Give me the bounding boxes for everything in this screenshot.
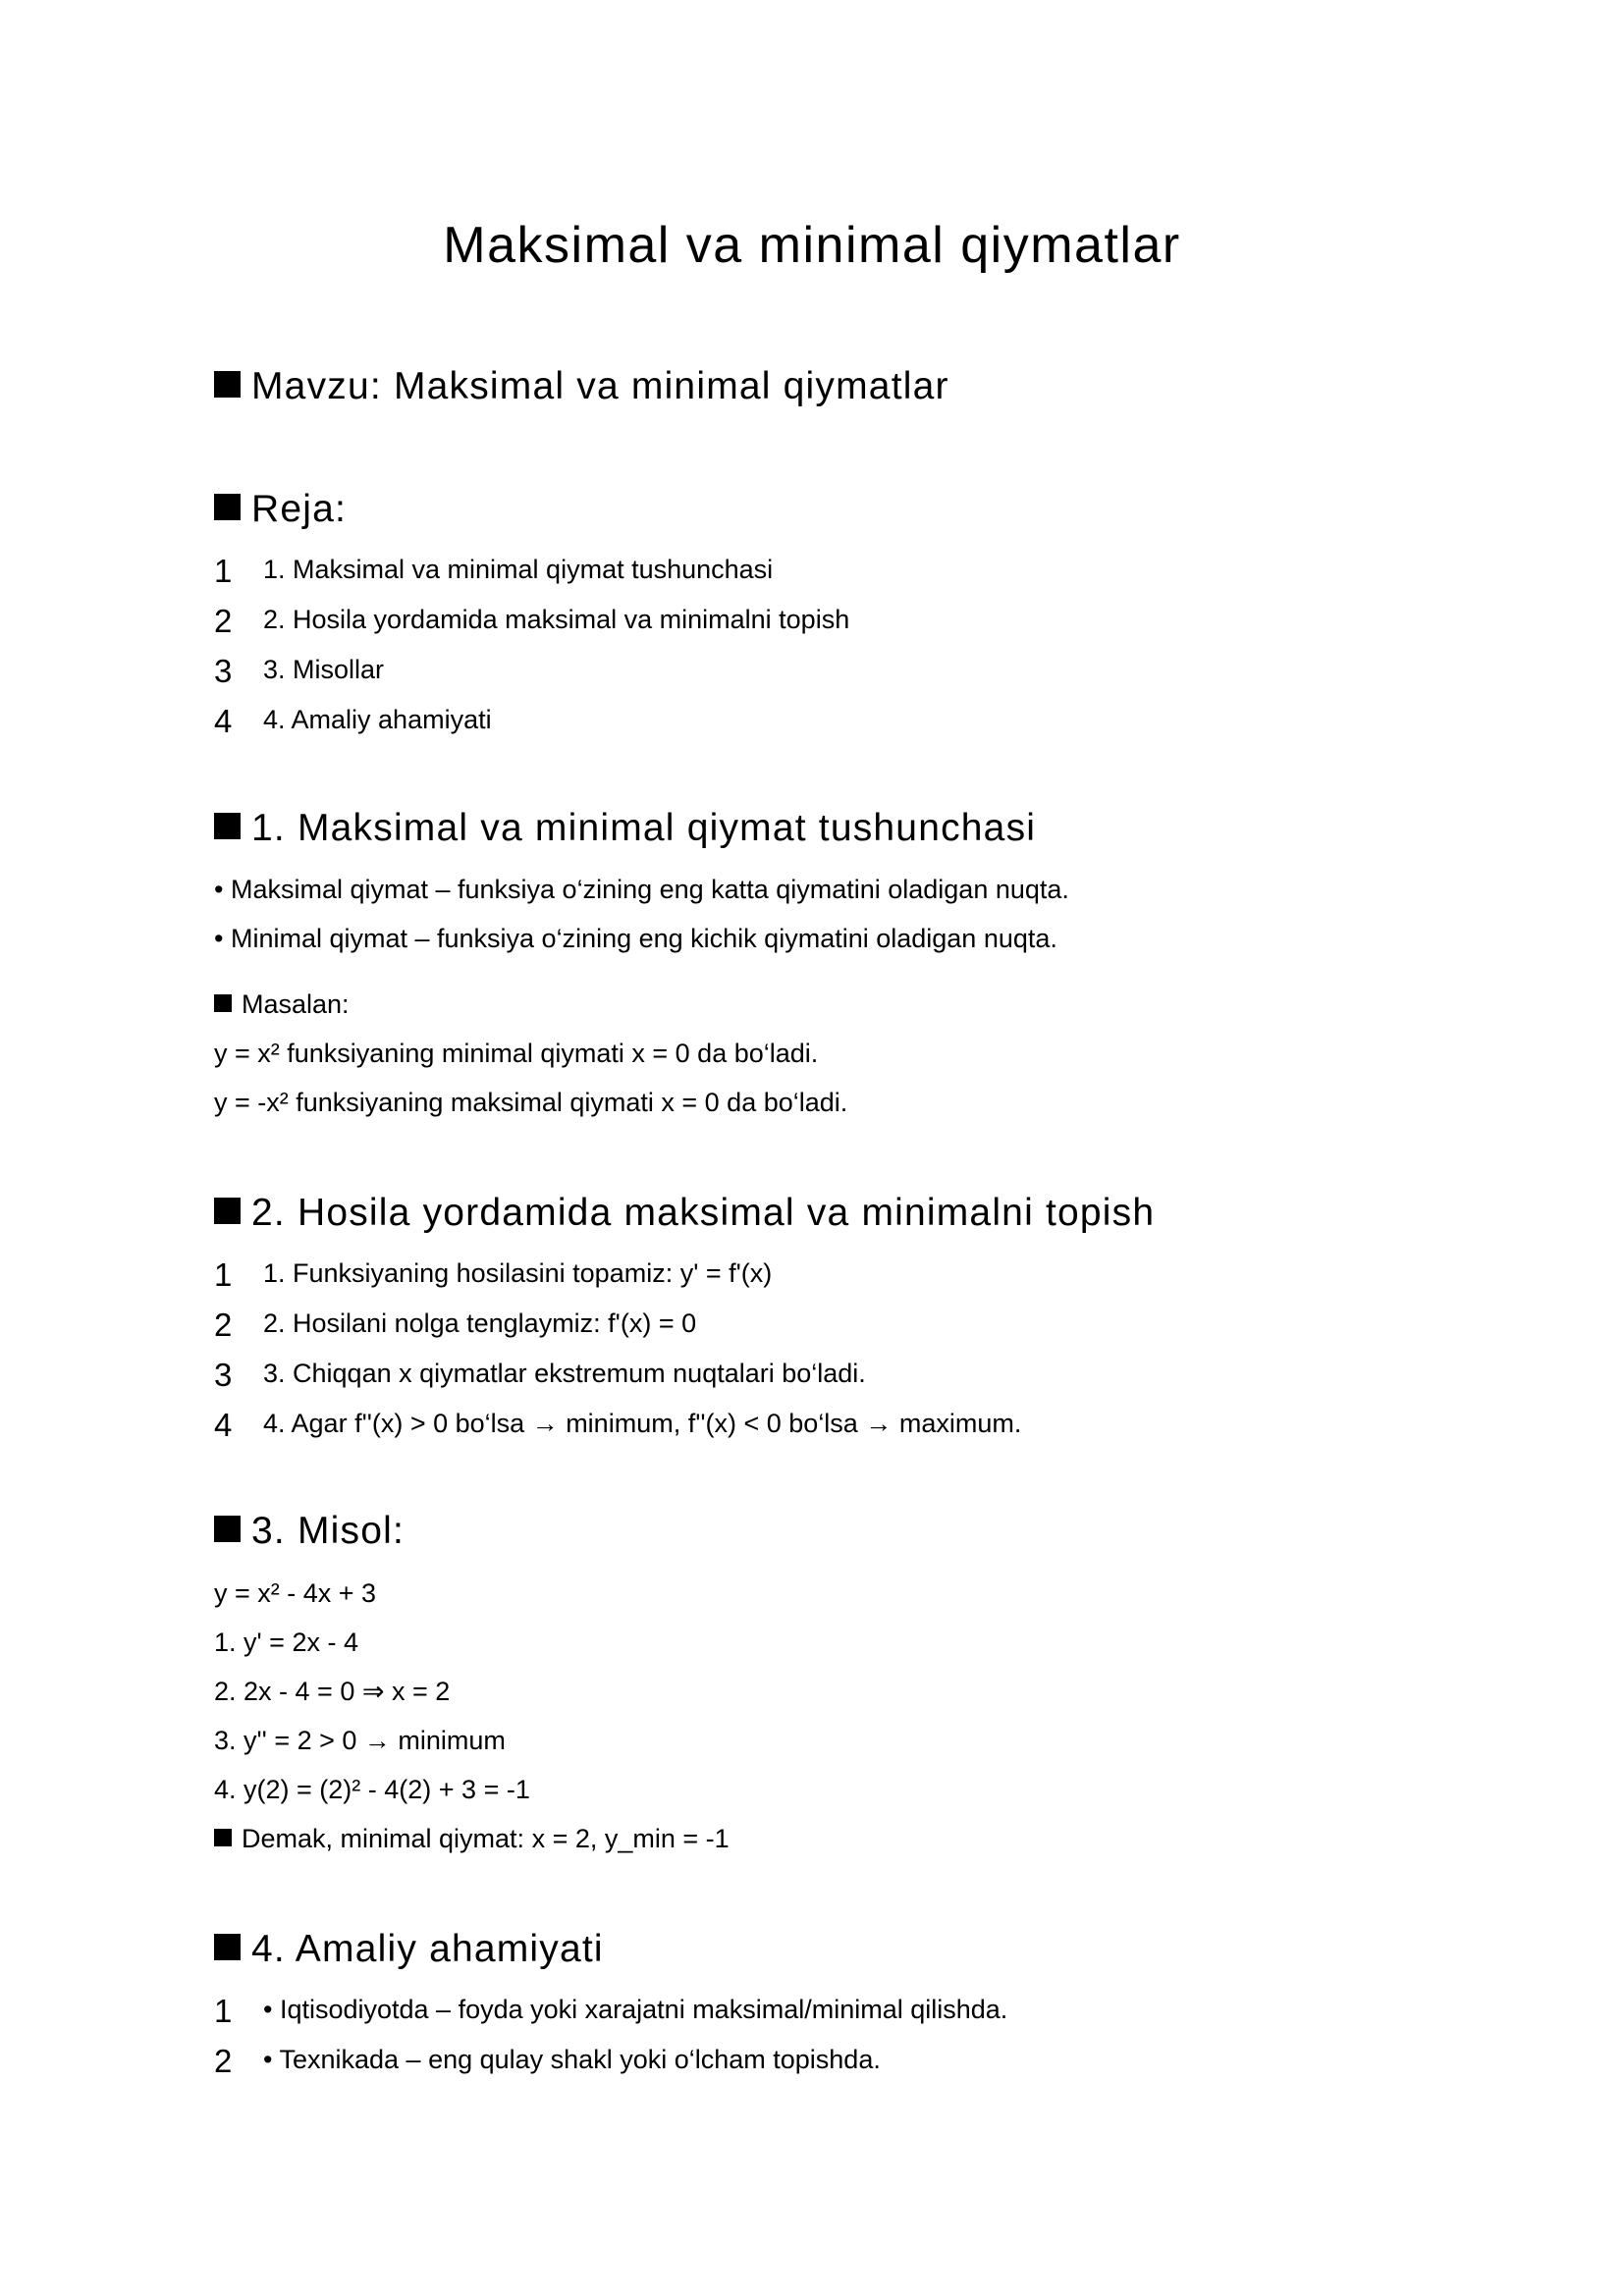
list-number: 3 bbox=[214, 1357, 233, 1393]
section4-heading-text: 4. Amaliy ahamiyati bbox=[251, 1928, 604, 1970]
list-number: 2 bbox=[214, 603, 233, 639]
bullet-line: • Minimal qiymat – funksiya o‘zining eng kichik qiymatini oladigan nuqta. bbox=[214, 924, 1057, 953]
section3-heading-text: 3. Misol: bbox=[251, 1510, 406, 1552]
square-bullet-icon bbox=[214, 371, 241, 398]
square-bullet-icon bbox=[214, 1829, 232, 1846]
example-line: y = -x² funksiyaning maksimal qiymati x = 0 da bo‘ladi. bbox=[214, 1088, 848, 1117]
section2-heading bbox=[214, 1190, 1155, 1237]
example-label bbox=[214, 988, 350, 1021]
list-item-text: 4. Agar f''(x) > 0 bo‘lsa → minimum, f''(x) < 0 bo‘lsa → maximum. bbox=[263, 1409, 1022, 1438]
list-number: 1 bbox=[214, 1256, 233, 1293]
mavzu-heading bbox=[214, 363, 949, 410]
list-item-text: 2. Hosilani nolga tenglaymiz: f'(x) = 0 bbox=[263, 1308, 697, 1338]
square-bullet-icon bbox=[214, 1516, 241, 1542]
list-item-text: • Iqtisodiyotda – foyda yoki xarajatni maksimal/minimal qilishda. bbox=[263, 1995, 1008, 2024]
square-bullet-icon bbox=[214, 494, 241, 520]
list-item-text: 3. Chiqqan x qiymatlar ekstremum nuqtalari bo‘ladi. bbox=[263, 1359, 866, 1388]
misol-line: 3. y'' = 2 > 0 → minimum bbox=[214, 1726, 506, 1755]
conclusion-line bbox=[214, 1822, 730, 1855]
bullet-line: • Maksimal qiymat – funksiya o‘zining eng katta qiymatini oladigan nuqta. bbox=[214, 875, 1069, 904]
square-bullet-icon bbox=[214, 1198, 241, 1224]
list-number: 2 bbox=[214, 1307, 233, 1343]
square-bullet-icon bbox=[214, 1934, 241, 1960]
conclusion-text: Demak, minimal qiymat: x = 2, y_min = -1 bbox=[242, 1824, 730, 1853]
list-item-text: 1. Funksiyaning hosilasini topamiz: y' = f'(x) bbox=[263, 1258, 773, 1288]
section1-heading-text: 1. Maksimal va minimal qiymat tushunchasi bbox=[251, 807, 1037, 849]
page-title: Maksimal va minimal qiymatlar bbox=[443, 217, 1181, 274]
list-item-text: 1. Maksimal va minimal qiymat tushunchasi bbox=[263, 555, 774, 584]
mavzu-heading-text: Mavzu: Maksimal va minimal qiymatlar bbox=[251, 365, 949, 407]
misol-line: 4. y(2) = (2)² - 4(2) + 3 = -1 bbox=[214, 1775, 530, 1804]
list-number: 3 bbox=[214, 653, 233, 689]
section1-heading bbox=[214, 805, 1036, 852]
list-number: 4 bbox=[214, 1407, 233, 1443]
misol-line: 2. 2x - 4 = 0 ⇒ x = 2 bbox=[214, 1677, 451, 1706]
list-number: 1 bbox=[214, 1993, 233, 2029]
example-line: y = x² funksiyaning minimal qiymati x = 0 da bo‘ladi. bbox=[214, 1039, 819, 1068]
list-number: 2 bbox=[214, 2043, 233, 2079]
section2-heading-text: 2. Hosila yordamida maksimal va minimalni topish bbox=[251, 1192, 1156, 1234]
reja-heading-text: Reja: bbox=[251, 488, 348, 530]
list-item-text: 4. Amaliy ahamiyati bbox=[263, 705, 492, 734]
example-label-text: Masalan: bbox=[242, 989, 350, 1019]
misol-line: y = x² - 4x + 3 bbox=[214, 1578, 377, 1608]
section3-heading bbox=[214, 1508, 405, 1555]
misol-line: 1. y' = 2x - 4 bbox=[214, 1628, 358, 1657]
list-number: 4 bbox=[214, 703, 233, 739]
list-item-text: 2. Hosila yordamida maksimal va minimalni topish bbox=[263, 605, 850, 634]
list-item-text: • Texnikada – eng qulay shakl yoki o‘lcham topishda. bbox=[263, 2045, 881, 2074]
square-bullet-icon bbox=[214, 813, 241, 839]
reja-heading bbox=[214, 486, 347, 533]
list-number: 1 bbox=[214, 553, 233, 589]
list-item-text: 3. Misollar bbox=[263, 655, 385, 684]
square-bullet-icon bbox=[214, 994, 232, 1012]
section4-heading bbox=[214, 1926, 604, 1973]
